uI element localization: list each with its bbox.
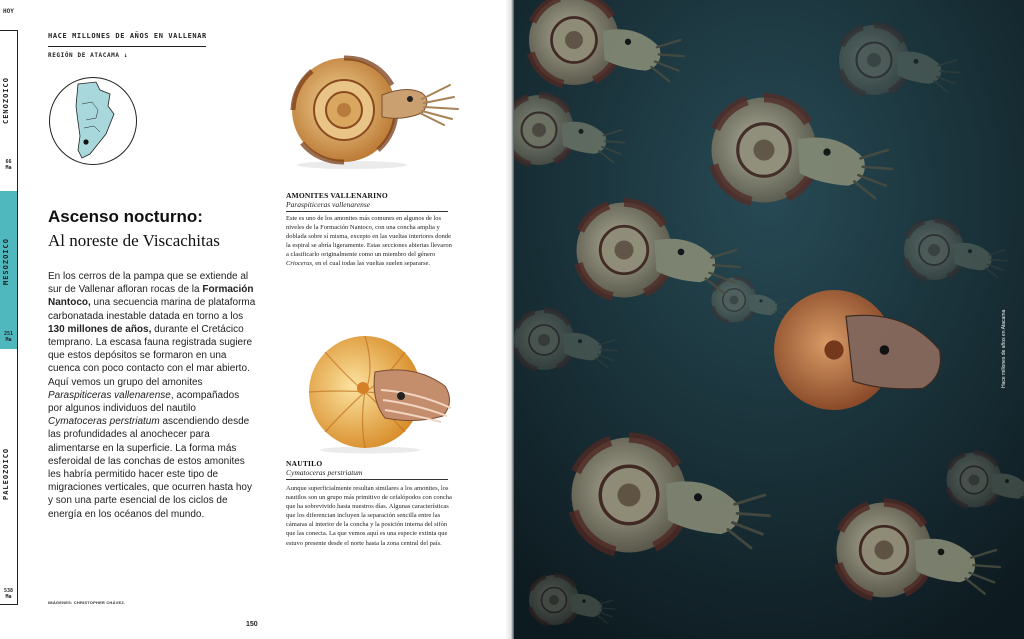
illustration-caption: Hace millones de años en Atacama <box>1001 309 1007 388</box>
text-run: Formación Nantoco, <box>48 284 254 309</box>
section-kicker: HACE MILLONES DE AÑOS EN VALLENAR <box>48 32 207 40</box>
specimen-description <box>286 214 456 269</box>
text-run: ascendiendo desde las profundidades al anochecer para alimentarse en la superficie. La forma más esferoidal de las conchas de estos amonites les habría permitido hacer este tipo de migraciones verticales, que ocurren hasta hoy y son una parte esencial de los ciclos de energía en los océanos del mundo. <box>48 416 252 520</box>
era-mesozoic <box>0 191 17 349</box>
specimen-name: AMONITES VALLENARINO <box>286 191 388 200</box>
underwater-illustration <box>514 0 1024 639</box>
text-run: Crioceras <box>286 260 312 268</box>
region-label: REGIÓN DE ATACAMA ↓ <box>48 52 129 59</box>
article-body <box>48 270 256 521</box>
text-run: Este es uno de los amonites más comunes en algunos de los niveles de la Formación Nantoco, con una concha amplia y doblada sobre sí misma, excepto en las vueltas interiores donde la espiral se abría ligeramente. Estas secciones abiertas llevaron a clasificarlo originalmente como un miembro del género <box>286 215 452 259</box>
page-number: 150 <box>246 621 258 628</box>
text-run: 130 millones de años, <box>48 323 152 335</box>
specimen-scientific-name: Cymatoceras perstriatum <box>286 468 363 477</box>
divider <box>48 46 206 47</box>
era-label: PALEOZOICO <box>2 447 10 501</box>
era-cenozoic <box>0 31 17 191</box>
text-run: Paraspiticeras vallenarense <box>48 389 171 401</box>
article-title: Ascenso nocturno: <box>48 207 203 226</box>
locator-map <box>48 76 138 166</box>
era-boundary: 251 Ma <box>3 331 14 343</box>
era-label: MESOZOICO <box>2 238 10 286</box>
text-run: una secuencia marina de plataforma carbonatada inestable datada en torno a los <box>48 297 256 322</box>
specimen-description <box>286 484 456 548</box>
specimen-scientific-name: Paraspiticeras vallenarense <box>286 200 371 209</box>
location-marker <box>83 139 88 144</box>
era-boundary: 538 Ma <box>3 588 14 600</box>
era-boundary: 66 Ma <box>5 159 12 171</box>
era-paleozoic <box>0 349 17 606</box>
era-label: CENOZOICO <box>2 77 10 125</box>
geologic-timeline <box>0 30 18 605</box>
ammonite-illustration <box>282 55 472 170</box>
divider <box>286 211 448 212</box>
divider <box>286 479 448 480</box>
text-run: durante el Cretácico temprano. La escasa fauna registrada sugiere que estos depósitos se formaron en una cuenca con poco contacto con el mar abierto. Aquí vemos un grupo del amonites <box>48 323 253 388</box>
nautilus-illustration <box>305 330 465 455</box>
text-run: , en el cual todas las vueltas suelen separarse. <box>312 260 431 268</box>
text-run: Aunque superficialmente resultan similares a los amonites, los nautilos son un grupo más primitivo de cefalópodos con concha que ha sobrevivido hasta nuestros días. Algunas características que los diferencian incluyen la separación sencilla entre las cámaras al interior de la concha y la posición interna del sifón que las conecta. La que vemos aquí es una especie extinta que estuvo presente desde el norte hasta la zona central del país. <box>286 485 452 547</box>
text-run: , acompañados por algunos individuos del nautilo <box>48 389 240 415</box>
text-run: Cymatoceras perstriatum <box>48 416 160 428</box>
text-run: En los cerros de la pampa que se extiende al sur de Vallenar afloran rocas de la <box>48 271 249 296</box>
image-credit: IMÁGENES: CHRISTOPHER CHÁVEZ. <box>48 600 126 605</box>
specimen-name: NAUTILO <box>286 459 323 468</box>
article-subtitle: Al noreste de Viscachitas <box>48 231 220 250</box>
timeline-top-label: HOY <box>3 8 14 15</box>
